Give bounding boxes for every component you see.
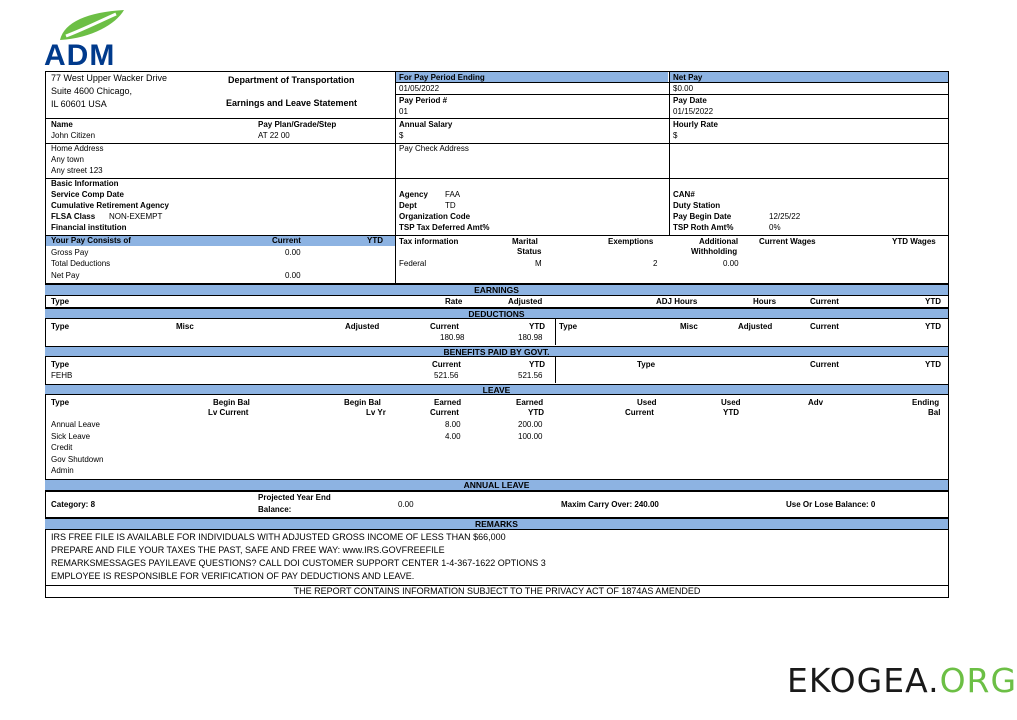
withholding-header: Withholding xyxy=(691,247,738,256)
leave-row-earned-current: 4.00 xyxy=(445,432,461,441)
earnings-col-hours: Hours xyxy=(753,297,777,306)
service-comp-date-label: Service Comp Date xyxy=(51,190,124,199)
deductions-title: DEDUCTIONS xyxy=(468,309,525,319)
benefits-col-ytd-right: YTD xyxy=(925,360,941,369)
deductions-col-current: Current xyxy=(430,322,459,331)
net-pay-row-label: Net Pay xyxy=(51,271,80,280)
max-carry-over: Maxim Carry Over: 240.00 xyxy=(561,500,659,509)
annual-leave-title: ANNUAL LEAVE xyxy=(463,480,530,490)
dept-value: TD xyxy=(445,201,456,210)
pay-plan-value: AT 22 00 xyxy=(258,131,290,140)
net-pay-row-value: 0.00 xyxy=(285,271,301,280)
home-address-line1: Any town xyxy=(51,155,84,164)
pay-date-label: Pay Date xyxy=(673,96,707,105)
name-label: Name xyxy=(51,120,73,129)
pay-begin-label: Pay Begin Date xyxy=(673,212,732,221)
home-address-label: Home Address xyxy=(51,144,104,153)
use-or-lose-balance: Use Or Lose Balance: 0 xyxy=(786,500,876,509)
leave-col-adv: Adv xyxy=(808,398,824,407)
period-ending-value: 01/05/2022 xyxy=(399,84,440,93)
pay-plan-label: Pay Plan/Grade/Step xyxy=(258,120,337,129)
net-pay-label: Net Pay xyxy=(673,73,703,82)
remark-line: REMARKSMESSAGES PAYILEAVE QUESTIONS? CALL DOI CUSTOMER SUPPORT CENTER 1-4-367-1622 OPTIONS 3 xyxy=(51,558,546,568)
projected-label-line2: Balance: xyxy=(258,505,292,514)
period-number-label: Pay Period # xyxy=(399,96,448,105)
leave-col-lv-yr: Lv Yr xyxy=(366,408,386,417)
watermark-main: EKOGEA. xyxy=(787,661,940,700)
leave-col-lv-current: Lv Current xyxy=(208,408,249,417)
benefits-col-type-right: Type xyxy=(637,360,656,369)
watermark-tld: ORG xyxy=(939,661,1017,700)
department-title: Department of Transportation xyxy=(228,75,355,85)
hourly-rate-value: $ xyxy=(673,131,678,140)
retirement-agency-label: Cumulative Retirement Agency xyxy=(51,201,169,210)
deductions-band xyxy=(45,308,948,319)
leave-col-earned: Earned xyxy=(434,398,462,407)
pay-current-header: Current xyxy=(272,236,301,245)
earnings-col-adjusted: Adjusted xyxy=(508,297,543,306)
leaf-icon xyxy=(54,8,126,42)
remark-line: PREPARE AND FILE YOUR TAXES THE PAST, SAFE AND FREE WAY: www.IRS.GOVFREEFILE xyxy=(51,545,445,555)
leave-row-type: Credit xyxy=(51,443,73,452)
annual-leave-band xyxy=(45,479,948,491)
deductions-ytd-value: 180.98 xyxy=(518,333,543,342)
org-code-label: Organization Code xyxy=(399,212,471,221)
pay-consists-title: Your Pay Consists of xyxy=(51,236,131,245)
period-ending-label: For Pay Period Ending xyxy=(399,73,485,82)
flsa-value: NON-EXEMPT xyxy=(109,212,163,221)
hourly-rate-label: Hourly Rate xyxy=(673,120,718,129)
dept-label: Dept xyxy=(399,201,417,210)
agency-label: Agency xyxy=(399,190,428,199)
leave-row-earned-ytd: 100.00 xyxy=(518,432,543,441)
remarks-band xyxy=(45,518,948,530)
deductions-col-type: Type xyxy=(51,322,70,331)
exemptions-header: Exemptions xyxy=(608,237,654,246)
benefits-band xyxy=(45,346,948,357)
tsp-deferred-label: TSP Tax Deferred Amt% xyxy=(399,223,490,232)
leave-row-earned-current: 8.00 xyxy=(445,420,461,429)
watermark xyxy=(787,661,1017,701)
leave-col-used: Used xyxy=(637,398,657,407)
federal-status: M xyxy=(535,259,542,268)
company-address-line1: 77 West Upper Wacker Drive xyxy=(51,73,168,83)
home-address-line2: Any street 123 xyxy=(51,166,103,175)
leave-col-ending: Ending xyxy=(912,398,940,407)
financial-institution-label: Financial institution xyxy=(51,223,127,232)
leave-col-bal: Bal xyxy=(928,408,941,417)
deductions-col-ytd: YTD xyxy=(529,322,545,331)
remarks-title: REMARKS xyxy=(475,519,518,529)
company-address-line3: IL 60601 USA xyxy=(51,99,107,109)
flsa-label: FLSA Class xyxy=(51,212,96,221)
benefits-col-ytd: YTD xyxy=(529,360,545,369)
deductions-col-type-right: Type xyxy=(559,322,578,331)
earnings-title: EARNINGS xyxy=(474,285,519,295)
projected-value: 0.00 xyxy=(398,500,414,509)
deductions-current-value: 180.98 xyxy=(440,333,465,342)
earnings-col-type: Type xyxy=(51,297,70,306)
leave-col-begin-bal: Begin Bal xyxy=(213,398,250,407)
additional-header: Additional xyxy=(699,237,739,246)
remark-line: IRS FREE FILE IS AVAILABLE FOR INDIVIDUALS WITH ADJUSTED GROSS INCOME OF LESS THAN $66,000 xyxy=(51,532,506,542)
deductions-col-misc-right: Misc xyxy=(680,322,698,331)
benefits-col-type: Type xyxy=(51,360,70,369)
earnings-col-rate: Rate xyxy=(445,297,463,306)
net-pay-value: $0.00 xyxy=(673,84,694,93)
pay-date-value: 01/15/2022 xyxy=(673,107,714,116)
leave-col-used-ytd2: YTD xyxy=(723,408,739,417)
duty-station-label: Duty Station xyxy=(673,201,721,210)
leave-row-type: Gov Shutdown xyxy=(51,455,104,464)
marital-status-header: Status xyxy=(517,247,542,256)
earnings-col-current: Current xyxy=(810,297,839,306)
deductions-col-ytd-right: YTD xyxy=(925,322,941,331)
benefits-current-value: 521.56 xyxy=(434,371,459,380)
ytd-wages-header: YTD Wages xyxy=(892,237,936,246)
leave-col-earned-ytd: Earned xyxy=(516,398,544,407)
brand-name: ADM xyxy=(44,39,116,72)
privacy-notice: THE REPORT CONTAINS INFORMATION SUBJECT TO THE PRIVACY ACT OF 1874AS AMENDED xyxy=(293,586,701,596)
gross-pay-value: 0.00 xyxy=(285,248,301,257)
federal-withholding: 0.00 xyxy=(723,259,739,268)
total-deductions-label: Total Deductions xyxy=(51,259,111,268)
earnings-col-ytd: YTD xyxy=(925,297,941,306)
marital-header: Marital xyxy=(512,237,538,246)
annual-salary-value: $ xyxy=(399,131,404,140)
tsp-roth-value: 0% xyxy=(769,223,781,232)
employee-name: John Citizen xyxy=(51,131,96,140)
tax-info-title: Tax information xyxy=(399,237,459,246)
federal-label: Federal xyxy=(399,259,427,268)
earnings-col-adj-hours: ADJ Hours xyxy=(656,297,698,306)
gross-pay-label: Gross Pay xyxy=(51,248,89,257)
earnings-band xyxy=(45,284,948,296)
current-wages-header: Current Wages xyxy=(759,237,816,246)
leave-row-earned-ytd: 200.00 xyxy=(518,420,543,429)
leave-col-earned-current: Current xyxy=(430,408,459,417)
benefits-col-current-right: Current xyxy=(810,360,839,369)
basic-info-title: Basic Information xyxy=(51,179,119,188)
can-label: CAN# xyxy=(673,190,695,199)
annual-salary-label: Annual Salary xyxy=(399,120,453,129)
leave-col-begin-bal-yr: Begin Bal xyxy=(344,398,381,407)
leave-row-type: Annual Leave xyxy=(51,420,100,429)
leave-row-type: Admin xyxy=(51,466,74,475)
benefits-ytd-value: 521.56 xyxy=(518,371,543,380)
agency-value: FAA xyxy=(445,190,461,199)
tsp-roth-label: TSP Roth Amt% xyxy=(673,223,734,232)
federal-exemptions: 2 xyxy=(653,259,658,268)
company-address-line2: Suite 4600 Chicago, xyxy=(51,86,133,96)
remark-line: EMPLOYEE IS RESPONSIBLE FOR VERIFICATION OF PAY DEDUCTIONS AND LEAVE. xyxy=(51,571,415,581)
benefits-title: BENEFITS PAID BY GOVT. xyxy=(443,347,550,357)
net-pay-cell xyxy=(669,72,948,82)
leave-title: LEAVE xyxy=(482,385,511,395)
leave-col-used-ytd: Used xyxy=(721,398,741,407)
pay-ytd-header: YTD xyxy=(367,236,383,245)
leave-col-used-current: Current xyxy=(625,408,654,417)
projected-label-line1: Projected Year End xyxy=(258,493,331,502)
deductions-col-misc: Misc xyxy=(176,322,194,331)
deductions-col-adjusted: Adjusted xyxy=(345,322,380,331)
leave-col-earned-ytd2: YTD xyxy=(528,408,544,417)
paycheck-address-label: Pay Check Address xyxy=(399,144,469,153)
category-label: Category: 8 xyxy=(51,500,96,509)
leave-band xyxy=(45,384,948,395)
benefits-col-current: Current xyxy=(432,360,461,369)
benefits-type-value: FEHB xyxy=(51,371,73,380)
leave-col-type: Type xyxy=(51,398,70,407)
leave-row-type: Sick Leave xyxy=(51,432,91,441)
adm-logo xyxy=(44,8,134,70)
period-number-value: 01 xyxy=(399,107,408,116)
deductions-col-adjusted-right: Adjusted xyxy=(738,322,773,331)
deductions-col-current-right: Current xyxy=(810,322,839,331)
statement-title: Earnings and Leave Statement xyxy=(226,98,358,108)
pay-begin-value: 12/25/22 xyxy=(769,212,801,221)
